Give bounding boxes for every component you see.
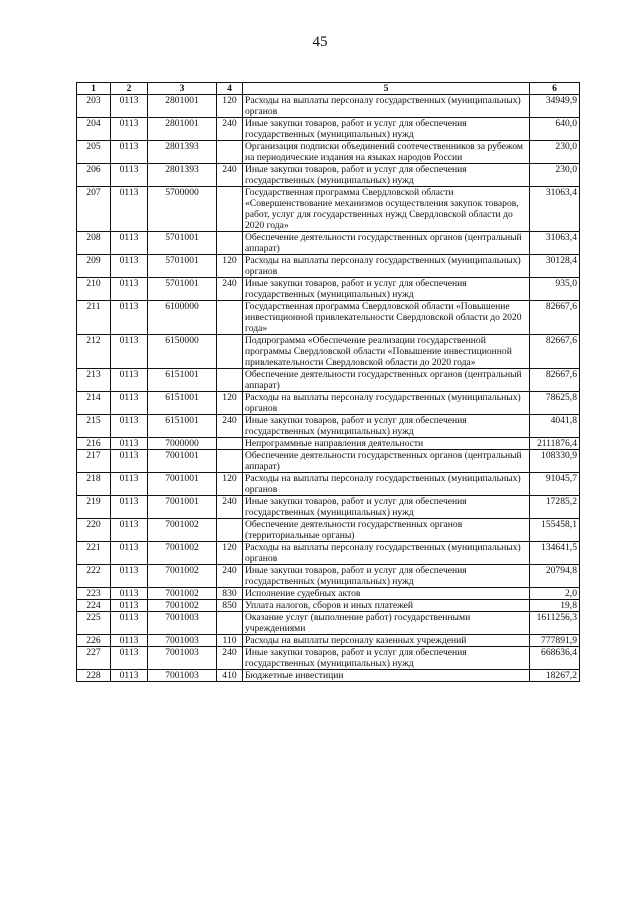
row-number: 211 <box>77 301 111 335</box>
expense-kind <box>217 301 243 335</box>
description: Обеспечение деятельности государственных органов (центральный аппарат) <box>243 450 530 473</box>
amount: 2111876,4 <box>530 438 580 450</box>
column-header: 6 <box>530 83 580 95</box>
section-code: 0113 <box>111 95 148 118</box>
table-row <box>77 187 580 232</box>
expense-kind <box>217 612 243 635</box>
table-row <box>77 600 580 612</box>
row-number: 216 <box>77 438 111 450</box>
amount: 935,0 <box>530 278 580 301</box>
table-row <box>77 542 580 565</box>
description: Уплата налогов, сборов и иных платежей <box>243 600 530 612</box>
row-number: 206 <box>77 164 111 187</box>
target-code: 7001002 <box>148 542 217 565</box>
table-row <box>77 647 580 670</box>
description: Расходы на выплаты персоналу государственных (муниципальных) органов <box>243 542 530 565</box>
row-number: 213 <box>77 369 111 392</box>
row-number: 218 <box>77 473 111 496</box>
table-row <box>77 335 580 369</box>
expense-kind: 240 <box>217 496 243 519</box>
row-number: 222 <box>77 565 111 588</box>
target-code: 7000000 <box>148 438 217 450</box>
description: Иные закупки товаров, работ и услуг для обеспечения государственных (муниципальных) нужд <box>243 496 530 519</box>
target-code: 7001003 <box>148 635 217 647</box>
amount: 777891,9 <box>530 635 580 647</box>
description: Оказание услуг (выполнение работ) государственными учреждениями <box>243 612 530 635</box>
expense-kind <box>217 438 243 450</box>
description: Иные закупки товаров, работ и услуг для обеспечения государственных (муниципальных) нужд <box>243 118 530 141</box>
section-code: 0113 <box>111 670 148 682</box>
expense-kind: 240 <box>217 118 243 141</box>
amount: 18267,2 <box>530 670 580 682</box>
row-number: 210 <box>77 278 111 301</box>
amount: 2,0 <box>530 588 580 600</box>
description: Подпрограмма «Обеспечение реализации государственной программы Свердловской области «Повышение инвестиционной привлекательности Свердловской области до 2020 года» <box>243 335 530 369</box>
target-code: 2801001 <box>148 95 217 118</box>
amount: 34949,9 <box>530 95 580 118</box>
target-code: 6100000 <box>148 301 217 335</box>
section-code: 0113 <box>111 415 148 438</box>
expense-kind: 120 <box>217 95 243 118</box>
section-code: 0113 <box>111 542 148 565</box>
section-code: 0113 <box>111 612 148 635</box>
row-number: 209 <box>77 255 111 278</box>
section-code: 0113 <box>111 519 148 542</box>
description: Расходы на выплаты персоналу государственных (муниципальных) органов <box>243 392 530 415</box>
table-row <box>77 450 580 473</box>
description: Иные закупки товаров, работ и услуг для обеспечения государственных (муниципальных) нужд <box>243 415 530 438</box>
row-number: 226 <box>77 635 111 647</box>
amount: 230,0 <box>530 164 580 187</box>
table-row <box>77 612 580 635</box>
table-header-row <box>77 83 580 95</box>
expense-kind: 120 <box>217 542 243 565</box>
target-code: 7001003 <box>148 647 217 670</box>
expense-kind: 240 <box>217 415 243 438</box>
table-row <box>77 95 580 118</box>
description: Расходы на выплаты персоналу казенных учреждений <box>243 635 530 647</box>
description: Расходы на выплаты персоналу государственных (муниципальных) органов <box>243 473 530 496</box>
expense-kind: 120 <box>217 473 243 496</box>
amount: 134641,5 <box>530 542 580 565</box>
amount: 91045,7 <box>530 473 580 496</box>
description: Обеспечение деятельности государственных органов (центральный аппарат) <box>243 369 530 392</box>
row-number: 224 <box>77 600 111 612</box>
target-code: 2801001 <box>148 118 217 141</box>
target-code: 7001001 <box>148 473 217 496</box>
table-row <box>77 415 580 438</box>
row-number: 220 <box>77 519 111 542</box>
amount: 82667,6 <box>530 301 580 335</box>
target-code: 7001002 <box>148 600 217 612</box>
section-code: 0113 <box>111 187 148 232</box>
row-number: 217 <box>77 450 111 473</box>
section-code: 0113 <box>111 335 148 369</box>
section-code: 0113 <box>111 392 148 415</box>
section-code: 0113 <box>111 255 148 278</box>
target-code: 7001001 <box>148 450 217 473</box>
table-row <box>77 118 580 141</box>
table-row <box>77 141 580 164</box>
description: Расходы на выплаты персоналу государственных (муниципальных) органов <box>243 255 530 278</box>
table-body <box>77 95 580 682</box>
expense-kind: 240 <box>217 565 243 588</box>
amount: 668636,4 <box>530 647 580 670</box>
page-number: 45 <box>312 34 328 50</box>
row-number: 223 <box>77 588 111 600</box>
table-row <box>77 473 580 496</box>
description: Государственная программа Свердловской области «Повышение инвестиционной привлекательности Свердловской области до 2020 года» <box>243 301 530 335</box>
section-code: 0113 <box>111 496 148 519</box>
target-code: 7001002 <box>148 565 217 588</box>
section-code: 0113 <box>111 118 148 141</box>
description: Расходы на выплаты персоналу государственных (муниципальных) органов <box>243 95 530 118</box>
description: Бюджетные инвестиции <box>243 670 530 682</box>
column-header: 4 <box>217 83 243 95</box>
description: Иные закупки товаров, работ и услуг для обеспечения государственных (муниципальных) нужд <box>243 647 530 670</box>
target-code: 7001002 <box>148 519 217 542</box>
target-code: 7001002 <box>148 588 217 600</box>
section-code: 0113 <box>111 647 148 670</box>
target-code: 7001003 <box>148 670 217 682</box>
row-number: 225 <box>77 612 111 635</box>
row-number: 203 <box>77 95 111 118</box>
section-code: 0113 <box>111 232 148 255</box>
section-code: 0113 <box>111 588 148 600</box>
target-code: 6151001 <box>148 392 217 415</box>
target-code: 5701001 <box>148 232 217 255</box>
table-row <box>77 635 580 647</box>
section-code: 0113 <box>111 438 148 450</box>
table-row <box>77 519 580 542</box>
amount: 4041,8 <box>530 415 580 438</box>
table-row <box>77 588 580 600</box>
section-code: 0113 <box>111 635 148 647</box>
amount: 31063,4 <box>530 232 580 255</box>
expense-kind: 830 <box>217 588 243 600</box>
amount: 19,8 <box>530 600 580 612</box>
target-code: 2801393 <box>148 164 217 187</box>
expense-kind <box>217 519 243 542</box>
row-number: 227 <box>77 647 111 670</box>
column-header: 2 <box>111 83 148 95</box>
row-number: 221 <box>77 542 111 565</box>
table-row <box>77 301 580 335</box>
amount: 108330,9 <box>530 450 580 473</box>
row-number: 214 <box>77 392 111 415</box>
section-code: 0113 <box>111 164 148 187</box>
row-number: 205 <box>77 141 111 164</box>
target-code: 6151001 <box>148 415 217 438</box>
description: Исполнение судебных актов <box>243 588 530 600</box>
row-number: 208 <box>77 232 111 255</box>
budget-table <box>76 82 580 682</box>
table-row <box>77 164 580 187</box>
table-row <box>77 496 580 519</box>
description: Иные закупки товаров, работ и услуг для обеспечения государственных (муниципальных) нужд <box>243 278 530 301</box>
expense-kind: 240 <box>217 278 243 301</box>
amount: 30128,4 <box>530 255 580 278</box>
expense-kind <box>217 335 243 369</box>
column-header: 3 <box>148 83 217 95</box>
amount: 78625,8 <box>530 392 580 415</box>
section-code: 0113 <box>111 278 148 301</box>
column-header: 5 <box>243 83 530 95</box>
section-code: 0113 <box>111 450 148 473</box>
expense-kind: 240 <box>217 647 243 670</box>
table-row <box>77 369 580 392</box>
target-code: 5701001 <box>148 278 217 301</box>
description: Иные закупки товаров, работ и услуг для обеспечения государственных (муниципальных) нужд <box>243 565 530 588</box>
description: Организация подписки объединений соотечественников за рубежом на периодические издания на языках народов России <box>243 141 530 164</box>
description: Непрограммные направления деятельности <box>243 438 530 450</box>
section-code: 0113 <box>111 141 148 164</box>
table-row <box>77 232 580 255</box>
target-code: 6151001 <box>148 369 217 392</box>
expense-kind: 240 <box>217 164 243 187</box>
amount: 82667,6 <box>530 369 580 392</box>
amount: 82667,6 <box>530 335 580 369</box>
table-row <box>77 670 580 682</box>
row-number: 204 <box>77 118 111 141</box>
amount: 155458,1 <box>530 519 580 542</box>
amount: 230,0 <box>530 141 580 164</box>
row-number: 219 <box>77 496 111 519</box>
row-number: 228 <box>77 670 111 682</box>
description: Обеспечение деятельности государственных органов (территориальные органы) <box>243 519 530 542</box>
row-number: 212 <box>77 335 111 369</box>
table-row <box>77 565 580 588</box>
section-code: 0113 <box>111 565 148 588</box>
expense-kind: 850 <box>217 600 243 612</box>
description: Иные закупки товаров, работ и услуг для обеспечения государственных (муниципальных) нужд <box>243 164 530 187</box>
expense-kind <box>217 141 243 164</box>
target-code: 5700000 <box>148 187 217 232</box>
column-header: 1 <box>77 83 111 95</box>
row-number: 207 <box>77 187 111 232</box>
amount: 20794,8 <box>530 565 580 588</box>
section-code: 0113 <box>111 369 148 392</box>
amount: 640,0 <box>530 118 580 141</box>
expense-kind <box>217 450 243 473</box>
section-code: 0113 <box>111 301 148 335</box>
expense-kind: 120 <box>217 255 243 278</box>
expense-kind <box>217 369 243 392</box>
target-code: 2801393 <box>148 141 217 164</box>
target-code: 6150000 <box>148 335 217 369</box>
description: Государственная программа Свердловской области «Совершенствование механизмов осуществления закупок товаров, работ, услуг для государственных нужд Свердловской области до 2020 года» <box>243 187 530 232</box>
table-row <box>77 278 580 301</box>
table-row <box>77 438 580 450</box>
section-code: 0113 <box>111 473 148 496</box>
expense-kind: 120 <box>217 392 243 415</box>
target-code: 7001003 <box>148 612 217 635</box>
target-code: 5701001 <box>148 255 217 278</box>
description: Обеспечение деятельности государственных органов (центральный аппарат) <box>243 232 530 255</box>
section-code: 0113 <box>111 600 148 612</box>
table-row <box>77 255 580 278</box>
amount: 1611256,3 <box>530 612 580 635</box>
row-number: 215 <box>77 415 111 438</box>
expense-kind: 410 <box>217 670 243 682</box>
expense-kind <box>217 187 243 232</box>
expense-kind <box>217 232 243 255</box>
amount: 31063,4 <box>530 187 580 232</box>
table-row <box>77 392 580 415</box>
target-code: 7001001 <box>148 496 217 519</box>
expense-kind: 110 <box>217 635 243 647</box>
amount: 17285,2 <box>530 496 580 519</box>
